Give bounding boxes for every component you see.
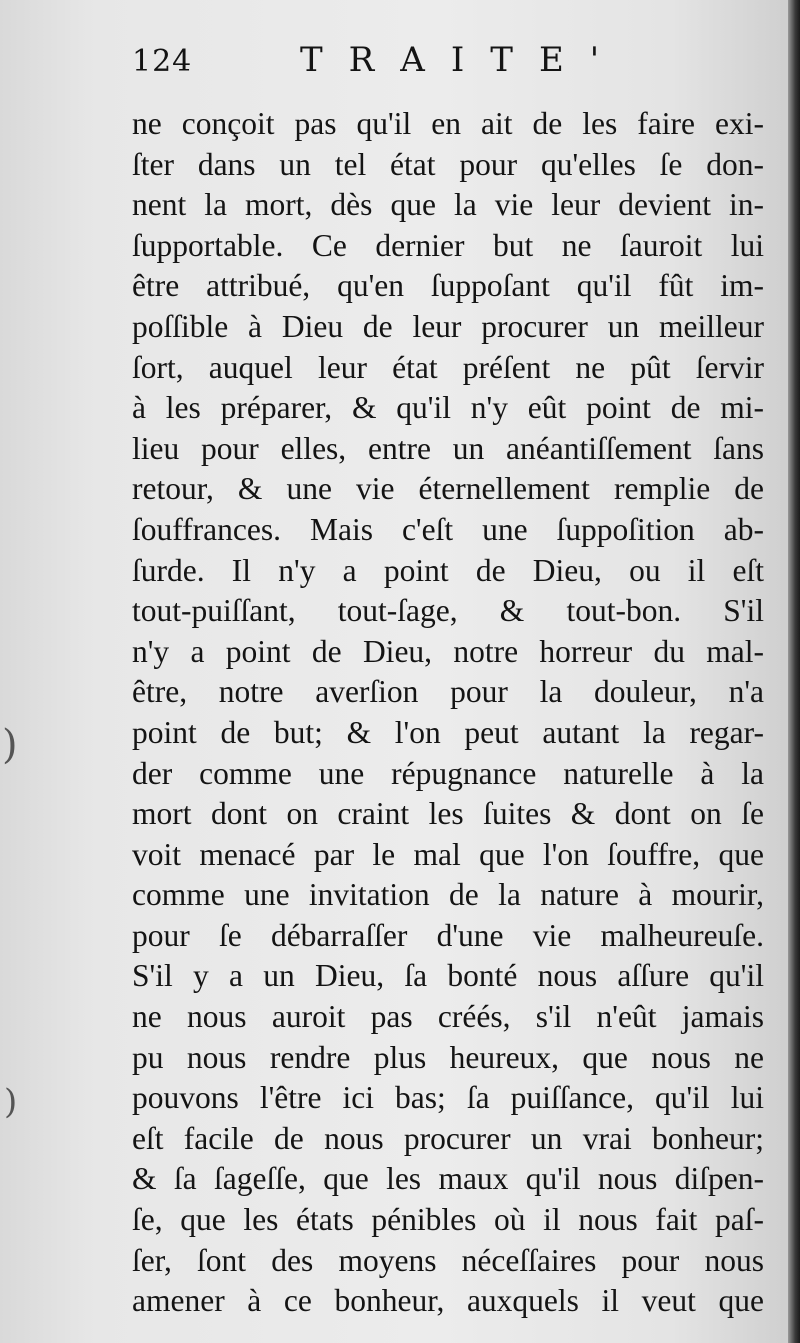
text-line: poſſible à Dieu de leur procurer un meilleur <box>132 308 764 344</box>
text-line: eſt facile de nous procurer un vrai bonheur; <box>132 1120 764 1156</box>
text-line: ſupportable. Ce dernier but ne ſauroit lui <box>132 227 764 263</box>
text-line: der comme une répugnance naturelle à la <box>132 755 764 791</box>
margin-bracket-mark: ) <box>4 1082 18 1122</box>
text-line: être attribué, qu'en ſuppoſant qu'il fût im- <box>132 268 764 304</box>
text-line: ſter dans un tel état pour qu'elles ſe don- <box>132 146 764 182</box>
text-line: ſort, auquel leur état préſent ne pût ſervir <box>132 349 764 385</box>
page-header <box>0 38 790 88</box>
page-edge-shadow <box>788 0 800 1343</box>
text-line: pouvons l'être ici bas; ſa puiſſance, qu'il lui <box>132 1080 764 1116</box>
running-title: TRAITE' <box>300 40 626 80</box>
text-line: lieu pour elles, entre un anéantiſſement ſans <box>132 430 764 466</box>
text-line: retour, & une vie éternellement remplie de <box>132 471 764 507</box>
text-line: ne nous auroit pas créés, s'il n'eût jamais <box>132 999 764 1035</box>
text-line: nent la mort, dès que la vie leur devient in- <box>132 187 764 223</box>
text-line: ſurde. Il n'y a point de Dieu, ou il eſt <box>132 552 764 588</box>
text-line: ne conçoit pas qu'il en ait de les faire exi- <box>132 106 764 141</box>
margin-bracket-mark: ) <box>2 722 18 768</box>
text-line: amener à ce bonheur, auxquels il veut que <box>132 1283 764 1319</box>
text-line: être, notre averſion pour la douleur, n'a <box>132 674 764 710</box>
text-line: S'il y a un Dieu, ſa bonté nous aſſure qu'il <box>132 958 764 994</box>
text-line: point de but; & l'on peut autant la regar- <box>132 714 764 750</box>
page-number: 124 <box>132 44 193 79</box>
text-line: pour ſe débarraſſer d'une vie malheureuſe. <box>132 917 764 953</box>
text-line: mort dont on craint les ſuites & dont on ſe <box>132 796 764 832</box>
text-line: & ſa ſageſſe, que les maux qu'il nous diſpen- <box>132 1161 764 1197</box>
body-text <box>132 104 764 1322</box>
text-line: ſer, ſont des moyens néceſſaires pour nous <box>132 1242 764 1278</box>
text-line: comme une invitation de la nature à mourir, <box>132 877 764 913</box>
text-line: à les préparer, & qu'il n'y eût point de mi- <box>132 390 764 426</box>
text-line: voit menacé par le mal que l'on ſouffre, que <box>132 836 764 872</box>
text-line: pu nous rendre plus heureux, que nous ne <box>132 1039 764 1075</box>
text-line: tout-puiſſant, tout-ſage, & tout-bon. S'il <box>132 593 764 629</box>
text-line: n'y a point de Dieu, notre horreur du mal- <box>132 633 764 669</box>
text-line: ſe, que les états pénibles où il nous fait paſ- <box>132 1202 764 1238</box>
text-line: ſouffrances. Mais c'eſt une ſuppoſition ab- <box>132 511 764 547</box>
